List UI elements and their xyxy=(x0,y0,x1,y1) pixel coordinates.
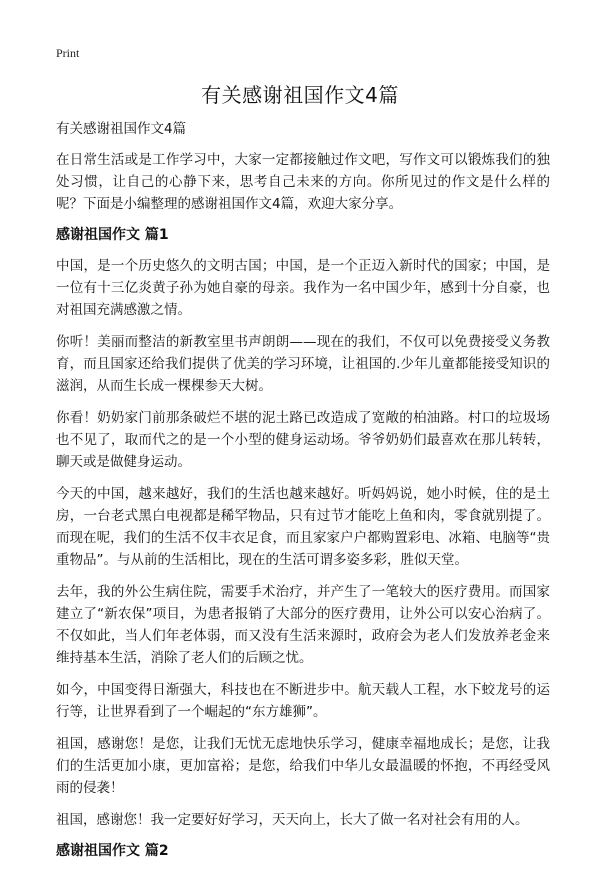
paragraph: 中国，是一个历史悠久的文明古国；中国，是一个正迈入新时代的国家；中国，是一位有十三亿炎黄子孙为她自豪的母亲。我作为一名中国少年，感到十分自豪，也对祖国充满感激之情。 xyxy=(56,258,550,318)
section-heading-1: 感谢祖国作文 篇1 xyxy=(56,227,169,243)
paragraph: 你看！奶奶家门前那条破烂不堪的泥土路已改造成了宽敞的柏油路。村口的垃圾场也不见了，取而代之的是一个小型的健身运动场。爷爷奶奶们最喜欢在那儿转转，聊天或是做健身运动。 xyxy=(56,410,550,470)
paragraph: 去年，我的外公生病住院，需要手术治疗，并产生了一笔较大的医疗费用。而国家建立了“新农保”项目，为患者报销了大部分的医疗费用，让外公可以安心治病了。不仅如此，当人们年老体弱，而又没有生活来源时，政府会为老人们发放养老金来维持基本生活，消除了老人们的后顾之忧。 xyxy=(56,584,550,666)
print-link[interactable]: Print xyxy=(56,46,80,60)
paragraph: 祖国，感谢您！我一定要好好学习，天天向上，长大了做一名对社会有用的人。 xyxy=(56,812,529,828)
section-heading-2: 感谢祖国作文 篇2 xyxy=(56,843,169,859)
paragraph: 祖国，感谢您！是您，让我们无忧无虑地快乐学习，健康幸福地成长；是您，让我们的生活更加小康，更加富裕；是您，给我们中华儿女最温暖的怀抱，不再经受风雨的侵袭！ xyxy=(56,736,550,796)
article-subtitle: 有关感谢祖国作文4篇 xyxy=(56,121,187,137)
paragraph: 如今，中国变得日渐强大，科技也在不断进步中。航天载人工程，水下蛟龙号的运行等，让世界看到了一个崛起的“东方雄狮”。 xyxy=(56,682,550,720)
page-title: 有关感谢祖国作文4篇 xyxy=(201,83,399,107)
article-body xyxy=(56,118,550,871)
paragraph: 今天的中国，越来越好，我们的生活也越来越好。听妈妈说，她小时候，住的是土房，一台老式黑白电视都是稀罕物品，只有过节才能吃上鱼和肉，零食就别提了。而现在呢，我们的生活不仅丰衣足食，而且家家户户都购置彩电、冰箱、电脑等“贵重物品”。与从前的生活相比，现在的生活可谓多姿多彩，胜似天堂。 xyxy=(56,486,550,568)
intro-paragraph: 在日常生活或是工作学习中，大家一定都接触过作文吧，写作文可以锻炼我们的独处习惯，让自己的心静下来，思考自己未来的方向。你所见过的作文是什么样的呢？下面是小编整理的感谢祖国作文4篇，欢迎大家分享。 xyxy=(56,152,550,212)
paragraph: 你听！美丽而整洁的新教室里书声朗朗——现在的我们，不仅可以免费接受义务教育，而且国家还给我们提供了优美的学习环境，让祖国的.少年儿童都能接受知识的滋润，从而生长成一棵棵参天大树。 xyxy=(56,334,550,394)
